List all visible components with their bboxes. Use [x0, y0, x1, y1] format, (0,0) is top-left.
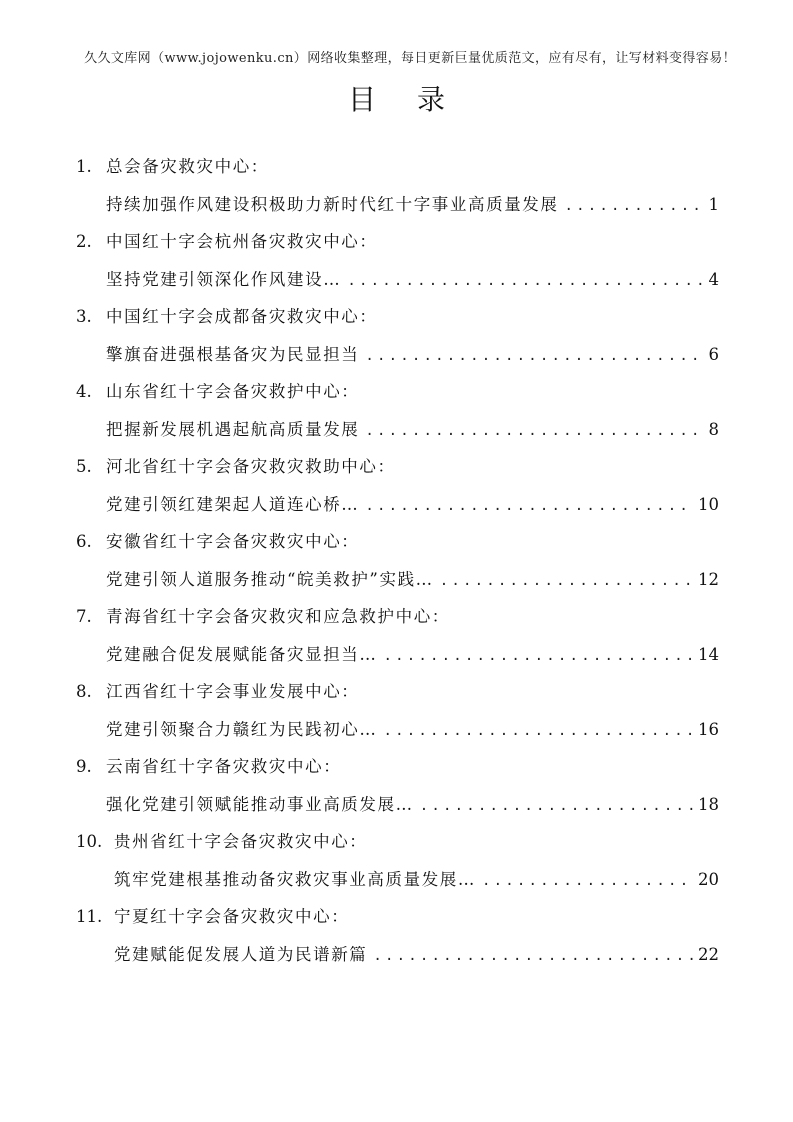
dot-leader	[365, 338, 704, 376]
toc-entry-org	[76, 898, 719, 936]
entry-organization: 总会备灾救灾中心：	[106, 157, 269, 176]
toc-entry-org	[76, 523, 719, 561]
toc-entry-title[interactable]	[76, 261, 719, 299]
toc-entry-title[interactable]	[76, 936, 719, 974]
dot-leader	[373, 938, 694, 976]
dot-leader	[384, 638, 695, 676]
toc-entry-org	[76, 223, 719, 261]
entry-number: 5.	[76, 457, 92, 476]
toc-entry-title[interactable]	[76, 786, 719, 824]
toc-entry-org	[76, 373, 719, 411]
dot-leader	[365, 413, 704, 451]
entry-number: 11.	[76, 907, 103, 926]
toc-entry-org	[76, 823, 719, 861]
entry-number: 4.	[76, 382, 92, 401]
entry-page-number: 14	[698, 644, 719, 664]
entry-page-number: 10	[698, 494, 719, 514]
toc-entry-org	[76, 748, 719, 786]
entry-page-number: 8	[708, 419, 719, 439]
dot-leader	[420, 788, 694, 826]
entry-page-number: 16	[698, 719, 719, 739]
entry-organization: 中国红十字会成都备灾救灾中心：	[106, 307, 378, 326]
entry-title: 筑牢党建根基推动备灾救灾事业高质量发展…	[114, 869, 476, 889]
entry-number: 1.	[76, 157, 92, 176]
entry-title: 强化党建引领赋能推动事业高质发展…	[106, 794, 414, 814]
toc-entry-title[interactable]	[76, 711, 719, 749]
entry-number: 10.	[76, 832, 103, 851]
toc-entry-title[interactable]	[76, 636, 719, 674]
toc-entry-org	[76, 673, 719, 711]
entry-organization: 宁夏红十字会备灾救灾中心：	[114, 907, 350, 926]
entry-title: 把握新发展机遇起航高质量发展	[106, 419, 360, 439]
entry-number: 6.	[76, 532, 92, 551]
dot-leader	[565, 188, 705, 226]
dot-leader	[482, 863, 694, 901]
entry-page-number: 22	[698, 944, 719, 964]
entry-organization: 中国红十字会杭州备灾救灾中心：	[106, 232, 378, 251]
entry-organization: 江西省红十字会事业发展中心：	[106, 682, 360, 701]
dot-leader	[365, 488, 694, 526]
entry-number: 7.	[76, 607, 92, 626]
page-header: 久久文库网（www.jojowenku.cn）网络收集整理，每日更新巨量优质范文，应有尽有，让写材料变得容易！	[84, 51, 736, 66]
entry-number: 3.	[76, 307, 92, 326]
entry-title: 党建赋能促发展人道为民谱新篇	[114, 944, 368, 964]
entry-page-number: 12	[698, 569, 719, 589]
entry-title: 坚持党建引领深化作风建设…	[106, 269, 342, 289]
toc-entry-title[interactable]	[76, 861, 719, 899]
entry-number: 2.	[76, 232, 92, 251]
entry-page-number: 20	[698, 869, 719, 889]
entry-number: 8.	[76, 682, 92, 701]
dot-leader	[440, 563, 694, 601]
entry-page-number: 1	[708, 194, 719, 214]
entry-title: 持续加强作风建设积极助力新时代红十字事业高质量发展	[106, 194, 559, 214]
entry-organization: 山东省红十字会备灾救护中心：	[106, 382, 360, 401]
toc-entry-org	[76, 448, 719, 486]
entry-title: 党建引领红建架起人道连心桥…	[106, 494, 360, 514]
toc-entry-title[interactable]	[76, 336, 719, 374]
entry-page-number: 18	[698, 794, 719, 814]
entry-organization: 青海省红十字会备灾救灾和应急救护中心：	[106, 607, 450, 626]
entry-organization: 河北省红十字会备灾救灾救助中心：	[106, 457, 396, 476]
toc-title: 目 录	[348, 83, 461, 116]
toc-entry-org	[76, 298, 719, 336]
toc-entry-title[interactable]	[76, 486, 719, 524]
toc-entry-org	[76, 598, 719, 636]
entry-title: 党建引领聚合力赣红为民践初心…	[106, 719, 378, 739]
table-of-contents	[76, 148, 719, 973]
toc-entry-title[interactable]	[76, 561, 719, 599]
toc-entry-title[interactable]	[76, 186, 719, 224]
toc-entry-org	[76, 148, 719, 186]
entry-number: 9.	[76, 757, 92, 776]
entry-page-number: 4	[708, 269, 719, 289]
entry-title: 党建引领人道服务推动“皖美救护”实践…	[106, 569, 434, 589]
toc-entry-title[interactable]	[76, 411, 719, 449]
entry-organization: 贵州省红十字会备灾救灾中心：	[114, 832, 368, 851]
dot-leader	[384, 713, 695, 751]
entry-organization: 安徽省红十字会备灾救灾中心：	[106, 532, 360, 551]
dot-leader	[347, 263, 704, 301]
entry-title: 擎旗奋进强根基备灾为民显担当	[106, 344, 360, 364]
entry-organization: 云南省红十字备灾救灾中心：	[106, 757, 342, 776]
entry-title: 党建融合促发展赋能备灾显担当…	[106, 644, 378, 664]
entry-page-number: 6	[708, 344, 719, 364]
